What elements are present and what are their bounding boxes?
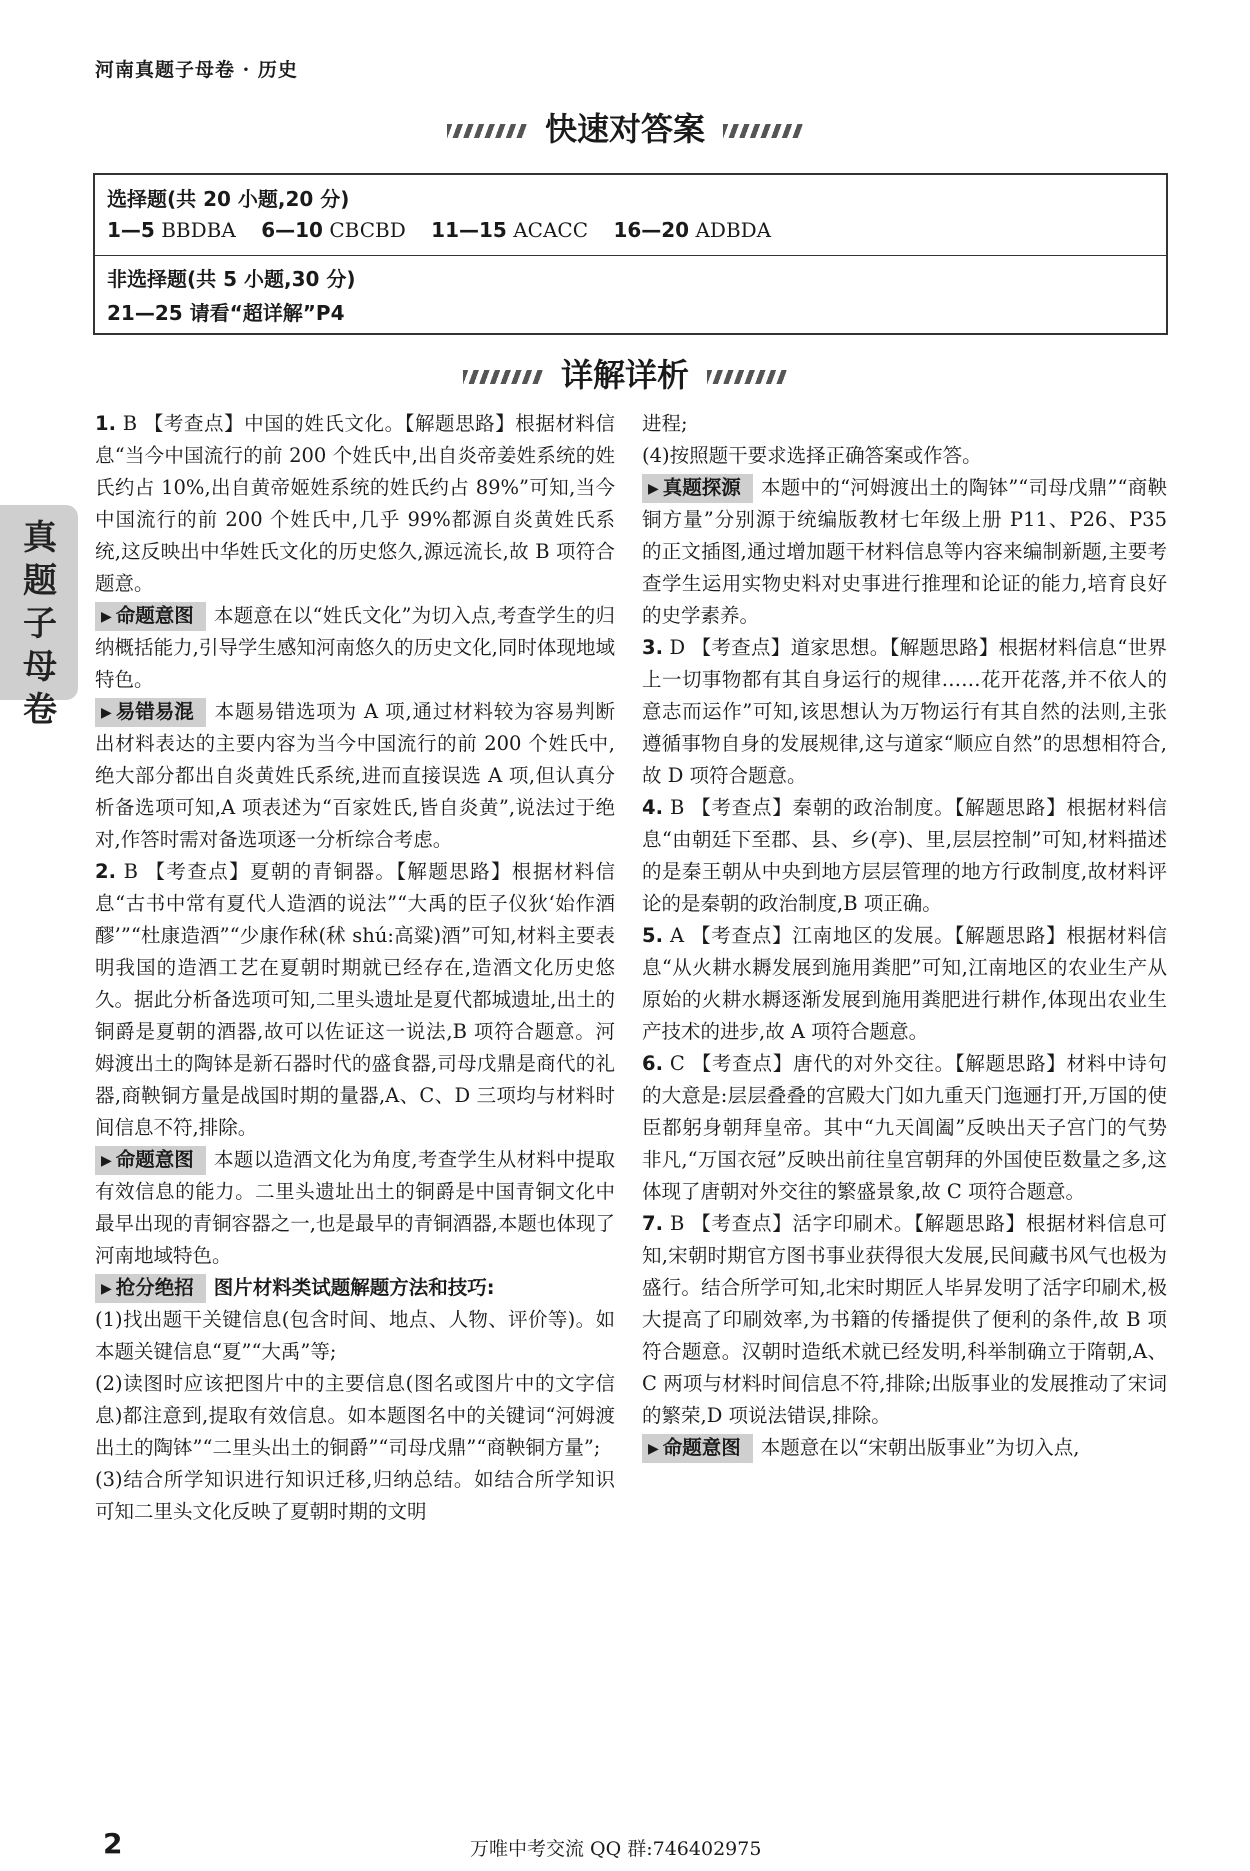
paragraph: (1)找出题干关键信息(包含时间、地点、人物、评价等)。如本题关键信息“夏”“大禹”等;: [95, 1308, 615, 1363]
note-tag: ▶ 易错易混: [95, 698, 206, 727]
question-number: 6.: [642, 1052, 663, 1075]
nmc-note: 21—25 请看“超详解”P4: [107, 301, 345, 325]
note-block: [95, 696, 615, 856]
divider: [95, 255, 1166, 256]
question-explanation: [642, 632, 1167, 792]
side-tab: 真题子母卷: [0, 505, 78, 700]
question-explanation: [642, 792, 1167, 920]
decorative-stripes: [723, 124, 803, 138]
question-number: 5.: [642, 924, 663, 947]
note-tag: ▶ 真题探源: [642, 474, 753, 503]
note-tag: ▶ 抢分绝招: [95, 1274, 206, 1303]
note-text: 本题以造酒文化为角度,考查学生从材料中提取有效信息的能力。二里头遗址出土的铜爵是中国青铜文化中最早出现的青铜容器之一,也是最早的青铜酒器,本题也体现了河南地域特色。: [95, 1148, 615, 1267]
note-block: [95, 1144, 615, 1272]
paragraph: (4)按照题干要求选择正确答案或作答。: [642, 444, 982, 467]
running-header: 河南真题子母卷 · 历史: [95, 59, 298, 81]
paragraph: 进程;: [642, 412, 688, 435]
question-text: D 【考查点】道家思想。【解题思路】根据材料信息“世界上一切事物都有其自身运行的规律……花开花落,并不依人的意志而运作”可知,该思想认为万物运行有其自然的法则,主张遵循事物自身的发展规律,这与道家“顺应自然”的思想相符合,故 D 项符合题意。: [642, 636, 1167, 787]
mc-answers: 1—5 BBDBA 6—10 CBCBD 11—15 ACACC 16—20 ADBDA: [107, 218, 772, 242]
question-text: B 【考查点】中国的姓氏文化。【解题思路】根据材料信息“当今中国流行的前 200 个姓氏中,出自炎帝姜姓系统的姓氏约占 10%,出自黄帝姬姓系统的姓氏约占 89%”可知,当今中国流行的前 200 个姓氏中,几乎 99%都源自炎黄姓氏系统,这反映出中华姓氏文化的历史悠久,源远流长,故 B 项符合题意。: [95, 412, 615, 595]
question-text: B 【考查点】夏朝的青铜器。【解题思路】根据材料信息“古书中常有夏代人造酒的说法”“大禹的臣子仪狄‘始作酒醪’”“杜康造酒”“少康作秫(秫 shú:高粱)酒”可知,材料主要表明我国的造酒工艺在夏朝时期就已经存在,造酒文化历史悠久。据此分析备选项可知,二里头遗址是夏代都城遗址,出土的铜爵是夏朝的酒器,故可以佐证这一说法,B 项符合题意。河姆渡出土的陶钵是新石器时代的盛食器,司母戊鼎是商代的礼器,商鞅铜方量是战国时期的量器,A、C、D 三项均与材料时间信息不符,排除。: [95, 860, 616, 1139]
note-tag: ▶ 命题意图: [95, 1146, 206, 1175]
note-text: 图片材料类试题解题方法和技巧:: [213, 1276, 495, 1299]
mc-title: 选择题(共 20 小题,20 分): [107, 187, 350, 211]
decorative-stripes: [463, 370, 543, 384]
question-text: B 【考查点】活字印刷术。【解题思路】根据材料信息可知,宋朝时期官方图书事业获得很大发展,民间藏书风气也极为盛行。结合所学可知,北宋时期匠人毕昇发明了活字印刷术,极大提高了印刷效率,为书籍的传播提供了便利的条件,故 B 项符合题意。汉朝时造纸术就已经发明,科举制确立于隋朝,A、C 两项与材料时间信息不符,排除;出版事业的发展推动了宋词的繁荣,D 项说法错误,排除。: [642, 1212, 1168, 1427]
left-column: [95, 408, 615, 1528]
question-explanation: [642, 920, 1167, 1048]
analysis-section-title: 详解详析: [0, 350, 1250, 396]
note-tag: ▶ 命题意图: [95, 602, 206, 631]
question-explanation: [642, 1048, 1167, 1208]
question-text: A 【考查点】江南地区的发展。【解题思路】根据材料信息“从火耕水耨发展到施用粪肥”可知,江南地区的农业生产从原始的火耕水耨逐渐发展到施用粪肥进行耕作,体现出农业生产技术的进步,故 A 项符合题意。: [642, 924, 1168, 1043]
note-block: [95, 1272, 615, 1304]
note-text: 本题意在以“姓氏文化”为切入点,考查学生的归纳概括能力,引导学生感知河南悠久的历史文化,同时体现地域特色。: [95, 604, 615, 691]
question-text: B 【考查点】秦朝的政治制度。【解题思路】根据材料信息“由朝廷下至郡、县、乡(亭)、里,层层控制”可知,材料描述的是秦王朝从中央到地方层层管理的地方行政制度,故材料评论的是秦朝的政治制度,B 项正确。: [642, 796, 1168, 915]
note-block: [95, 600, 615, 696]
paragraph: (3)结合所学知识进行知识迁移,归纳总结。如结合所学知识可知二里头文化反映了夏朝时期的文明: [95, 1468, 615, 1523]
paragraph: (2)读图时应该把图片中的主要信息(图名或图片中的文字信息)都注意到,提取有效信息。如本题图名中的关键词“河姆渡出土的陶钵”“二里头出土的铜爵”“司母戊鼎”“商鞅铜方量”;: [95, 1372, 615, 1459]
nmc-title: 非选择题(共 5 小题,30 分): [107, 267, 356, 291]
question-number: 1.: [95, 412, 116, 435]
decorative-stripes: [707, 370, 787, 384]
right-column: [642, 408, 1167, 1464]
answers-section-title: 快速对答案: [0, 104, 1250, 150]
note-tag: ▶ 命题意图: [642, 1434, 753, 1463]
question-number: 4.: [642, 796, 663, 819]
note-text: 本题易错选项为 A 项,通过材料较为容易判断出材料表达的主要内容为当今中国流行的前 200 个姓氏中,绝大部分都出自炎黄姓氏系统,进而直接误选 A 项,但认真分析备选项可知,A 项表述为“百家姓氏,皆自炎黄”,说法过于绝对,作答时需对备选项逐一分析综合考虑。: [95, 700, 615, 851]
question-number: 7.: [642, 1212, 663, 1235]
answer-key-box: [93, 173, 1168, 335]
question-explanation: [95, 408, 615, 600]
note-text: 本题中的“河姆渡出土的陶钵”“司母戊鼎”“商鞅铜方量”分别源于统编版教材七年级上册 P11、P26、P35 的正文插图,通过增加题干材料信息等内容来编制新题,主要考查学生运用实物史料对史事进行推理和论证的能力,培育良好的史学素养。: [642, 476, 1167, 627]
note-text: 本题意在以“宋朝出版事业”为切入点,: [760, 1436, 1080, 1459]
question-number: 2.: [95, 860, 116, 883]
decorative-stripes: [447, 124, 527, 138]
question-number: 3.: [642, 636, 663, 659]
question-explanation: [642, 1208, 1167, 1432]
note-block: [642, 472, 1167, 632]
question-text: C 【考查点】唐代的对外交往。【解题思路】材料中诗句的大意是:层层叠叠的宫殿大门如九重天门迤逦打开,万国的使臣都躬身朝拜皇帝。其中“九天阊阖”反映出天子宫门的气势非凡,“万国衣冠”反映出前往皇宫朝拜的外国使臣数量之多,这体现了唐朝对外交往的繁盛景象,故 C 项符合题意。: [642, 1052, 1167, 1203]
page-number: 2: [103, 1827, 123, 1860]
footer-text: 万唯中考交流 QQ 群:746402975: [470, 1838, 762, 1860]
question-explanation: [95, 856, 615, 1144]
note-block: [642, 1432, 1167, 1464]
